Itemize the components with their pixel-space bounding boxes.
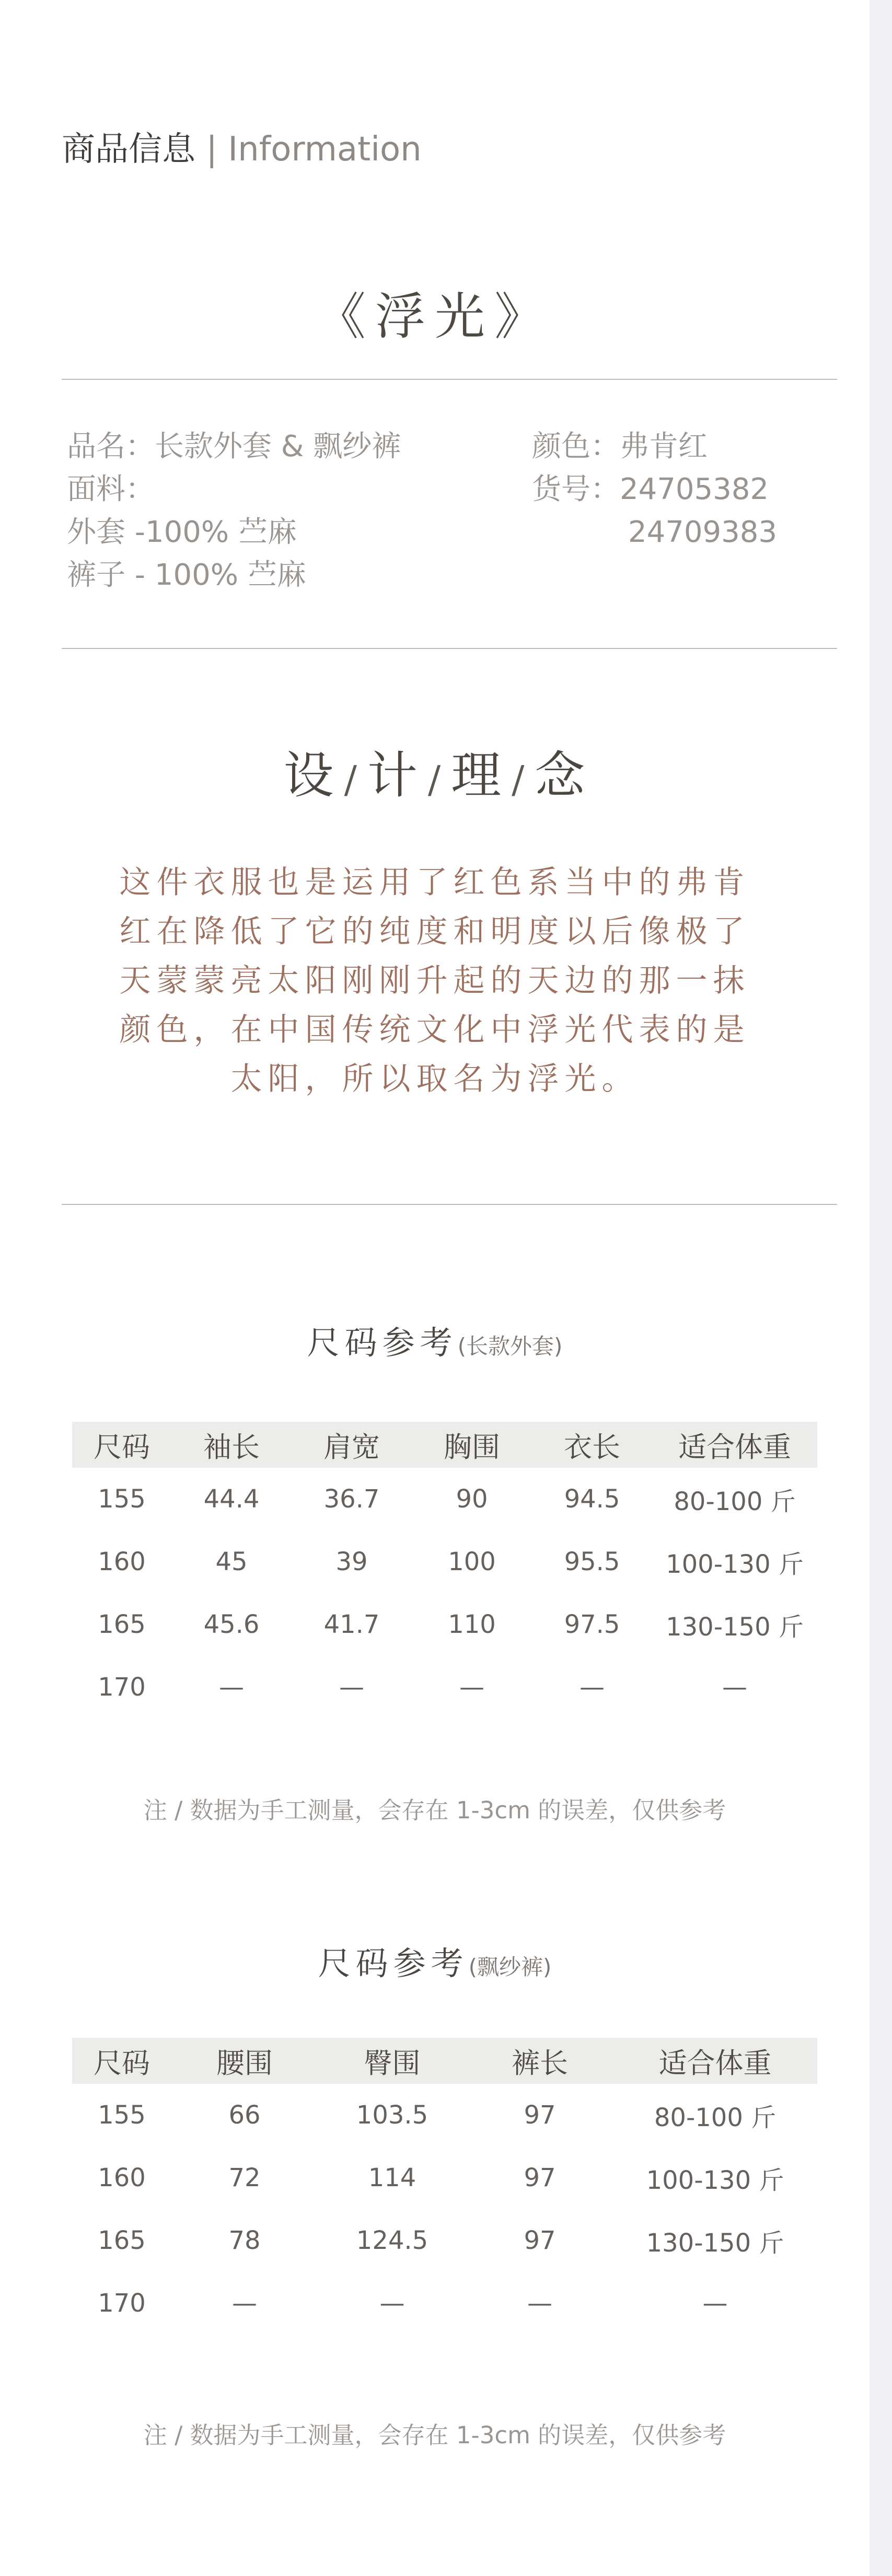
table-cell: 130-150 斤 xyxy=(646,2228,784,2258)
table-cell: — xyxy=(379,2289,405,2318)
table-row xyxy=(72,2146,817,2209)
table-cell: 155 xyxy=(98,2101,146,2130)
table-row xyxy=(72,1468,817,1530)
coat-header-cell: 尺码 xyxy=(72,1422,171,1468)
table-cell: 97.5 xyxy=(564,1610,620,1639)
table-cell: 165 xyxy=(98,1610,146,1639)
pants-header-cell: 裤长 xyxy=(467,2038,613,2084)
pants-size-subtitle: (飘纱裤) xyxy=(468,1954,552,1980)
table-cell: — xyxy=(459,1673,484,1702)
table-cell: 66 xyxy=(228,2101,261,2130)
information-title-en: Information xyxy=(228,130,422,169)
pants-table-header-row xyxy=(72,2038,817,2084)
design-heading xyxy=(0,736,870,807)
design-line: 红在降低了它的纯度和明度以后像极了 xyxy=(119,913,750,950)
pants-header-cell: 腰围 xyxy=(171,2038,318,2084)
design-line: 这件衣服也是运用了红色系当中的弗肯 xyxy=(119,864,750,901)
table-row xyxy=(72,1656,817,1719)
table-cell: 97 xyxy=(524,2101,556,2130)
pants-header-cell: 尺码 xyxy=(72,2038,171,2084)
table-cell: 110 xyxy=(448,1610,496,1639)
coat-header-cell: 衣长 xyxy=(532,1422,652,1468)
design-title-char: 理 xyxy=(451,746,503,805)
pants-size-note: 注 / 数据为手工测量，会存在 1-3cm 的误差，仅供参考 xyxy=(143,2421,726,2449)
table-cell: 103.5 xyxy=(356,2101,428,2130)
design-title-char: 计 xyxy=(367,746,419,805)
table-cell: 165 xyxy=(98,2226,146,2255)
design-line: 天蒙蒙亮太阳刚刚升起的天边的那一抹 xyxy=(119,962,750,999)
divider-lower xyxy=(62,1204,837,1205)
table-cell: 100-130 斤 xyxy=(646,2165,784,2195)
table-cell: — xyxy=(702,2289,728,2318)
product-info-block xyxy=(67,425,830,613)
table-cell: 41.7 xyxy=(323,1610,380,1639)
table-cell: — xyxy=(232,2289,257,2318)
table-cell: 124.5 xyxy=(356,2226,428,2255)
information-heading xyxy=(62,130,422,170)
table-cell: 72 xyxy=(228,2163,261,2192)
pants-header-cell: 适合体重 xyxy=(613,2038,817,2084)
design-title-slash: / xyxy=(427,758,442,802)
design-title-char: 设 xyxy=(283,746,335,805)
pants-size-table xyxy=(72,2038,817,2335)
product-info-right xyxy=(532,425,777,554)
coat-size-note: 注 / 数据为手工测量，会存在 1-3cm 的误差，仅供参考 xyxy=(143,1796,726,1824)
design-title-slash: / xyxy=(344,758,358,802)
table-cell: — xyxy=(580,1673,605,1702)
product-name-line: 品名：长款外套 & 飘纱裤 xyxy=(67,430,401,463)
table-cell: 94.5 xyxy=(564,1484,620,1514)
information-title-cn: 商品信息 xyxy=(62,130,195,169)
table-cell: 80-100 斤 xyxy=(674,1487,796,1516)
sku-second-value: 24709383 xyxy=(628,515,778,549)
design-title-char: 念 xyxy=(535,746,586,805)
table-cell: 114 xyxy=(368,2163,416,2192)
table-cell: 160 xyxy=(98,2163,146,2192)
table-cell: — xyxy=(219,1673,244,1702)
coat-header-cell: 胸围 xyxy=(412,1422,532,1468)
coat-header-cell: 袖长 xyxy=(171,1422,292,1468)
fabric-label: 面料： xyxy=(67,472,155,506)
pants-size-heading xyxy=(0,1937,870,1984)
table-row xyxy=(72,1530,817,1593)
table-cell: 100-130 斤 xyxy=(666,1549,804,1579)
pants-header-cell: 臀围 xyxy=(318,2038,467,2084)
table-cell: 160 xyxy=(98,1547,146,1576)
design-line: 太阳，所以取名为浮光。 xyxy=(230,1061,639,1097)
divider-top xyxy=(62,379,837,380)
table-cell: 155 xyxy=(98,1484,146,1514)
information-separator: | xyxy=(206,130,217,169)
coat-size-subtitle: (长款外套) xyxy=(457,1333,563,1359)
table-cell: — xyxy=(527,2289,552,2318)
table-cell: 90 xyxy=(456,1484,488,1514)
coat-size-title: 尺码参考 xyxy=(307,1324,458,1362)
table-cell: 39 xyxy=(335,1547,368,1576)
divider-middle xyxy=(62,648,837,649)
design-title-slash: / xyxy=(512,758,526,802)
table-cell: 44.4 xyxy=(203,1484,260,1514)
coat-header-cell: 适合体重 xyxy=(652,1422,817,1468)
coat-table-header-row xyxy=(72,1422,817,1468)
sku-line: 货号：24705382 xyxy=(532,472,769,506)
table-cell: 170 xyxy=(98,2289,146,2318)
table-cell: 95.5 xyxy=(564,1547,620,1576)
pants-size-title: 尺码参考 xyxy=(318,1944,469,1982)
table-cell: — xyxy=(722,1673,747,1702)
table-row xyxy=(72,1593,817,1656)
table-cell: 97 xyxy=(524,2226,556,2255)
right-side-rail xyxy=(870,0,892,2576)
fabric-pants-line: 裤子 - 100% 苎麻 xyxy=(67,558,306,592)
table-cell: — xyxy=(339,1673,364,1702)
coat-size-heading xyxy=(0,1317,870,1363)
table-cell: 100 xyxy=(448,1547,496,1576)
color-line: 颜色：弗肯红 xyxy=(532,430,708,463)
table-cell: 45.6 xyxy=(203,1610,260,1639)
table-cell: 130-150 斤 xyxy=(666,1612,804,1642)
table-cell: 80-100 斤 xyxy=(654,2103,777,2132)
coat-size-table xyxy=(72,1422,817,1719)
table-cell: 45 xyxy=(215,1547,248,1576)
product-title: 《浮光》 xyxy=(316,287,554,346)
design-line: 颜色，在中国传统文化中浮光代表的是 xyxy=(119,1012,750,1048)
coat-header-cell: 肩宽 xyxy=(292,1422,412,1468)
design-description xyxy=(0,858,870,1104)
table-row xyxy=(72,2084,817,2146)
table-cell: 78 xyxy=(228,2226,261,2255)
sku-second-line xyxy=(532,511,777,554)
table-row xyxy=(72,2209,817,2272)
fabric-coat-line: 外套 -100% 苎麻 xyxy=(67,515,297,549)
table-row xyxy=(72,2272,817,2335)
table-cell: 97 xyxy=(524,2163,556,2192)
product-info-left xyxy=(67,425,401,597)
table-cell: 36.7 xyxy=(323,1484,380,1514)
table-cell: 170 xyxy=(98,1673,146,1702)
